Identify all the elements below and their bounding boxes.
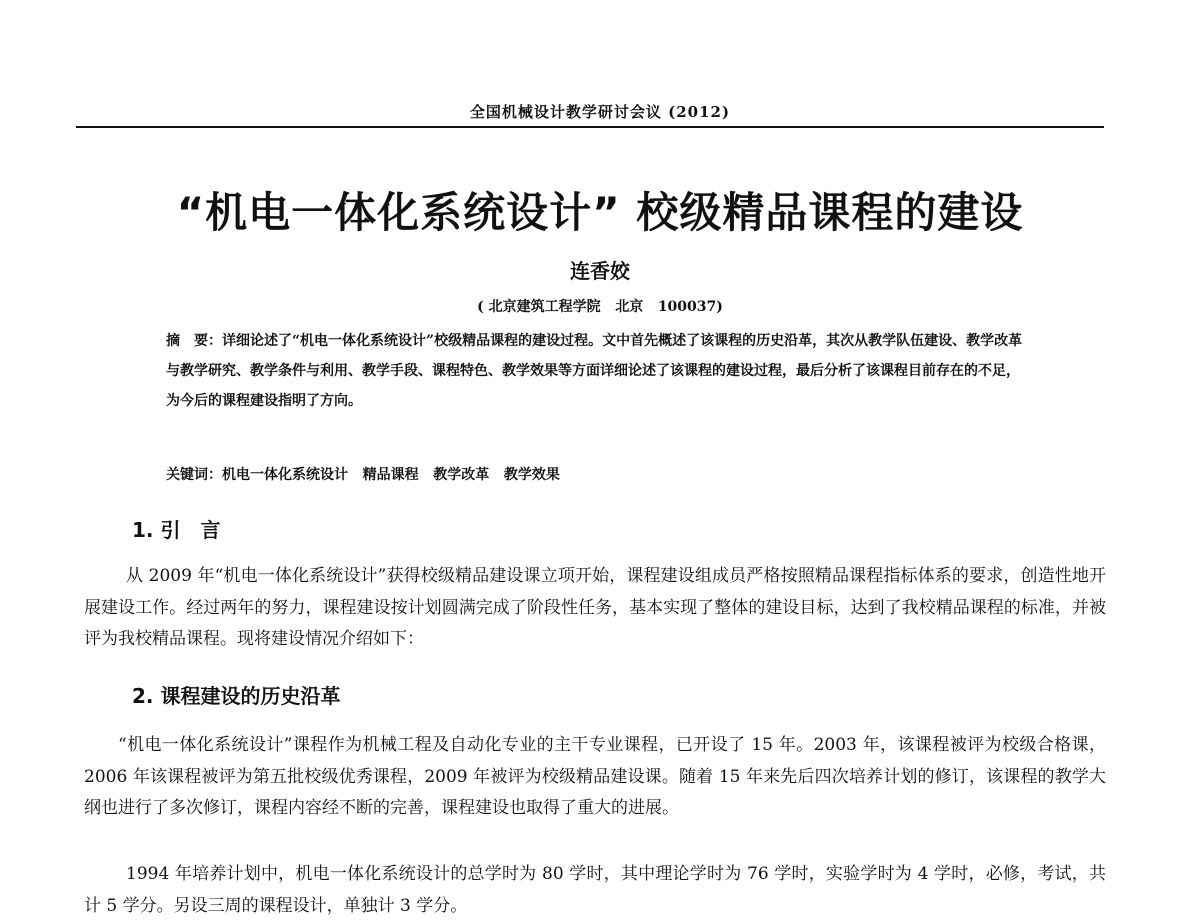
keywords	[166, 464, 1026, 484]
abstract-label: 摘 要：	[166, 333, 222, 349]
section-heading-history: 2. 课程建设的历史沿革	[132, 684, 341, 708]
paper-title: “机电一体化系统设计” 校级精品课程的建设	[176, 188, 1024, 237]
keywords-label: 关键词：	[166, 467, 222, 483]
author-affiliation: ( 北京建筑工程学院 北京 100037)	[477, 299, 723, 315]
body-paragraph: “机电一体化系统设计”课程作为机械工程及自动化专业的主干专业课程，已开设了 15 年。2003 年，该课程被评为校级合格课，2006 年该课程被评为第五批校级优秀课程，2009 年被评为校级精品建设课。随着 15 年来先后四次培养计划的修订，该课程的教学大纲也进行了多次修订，课程内容经不断的完善，课程建设也取得了重大的进展。	[84, 735, 1106, 818]
body-paragraph: 从 2009 年“机电一体化系统设计”获得校级精品建设课立项开始，课程建设组成员严格按照精品课程指标体系的要求，创造性地开展建设工作。经过两年的努力，课程建设按计划圆满完成了阶段性任务，基本实现了整体的建设目标，达到了我校精品课程的标准，并被评为我校精品课程。现将建设情况介绍如下：	[84, 566, 1106, 649]
keywords-text: 机电一体化系统设计 精品课程 教学改革 教学效果	[222, 467, 560, 483]
header-rule	[76, 126, 1104, 128]
author-name: 连香姣	[570, 259, 630, 283]
abstract	[166, 326, 1026, 416]
section-heading-introduction: 1. 引 言	[132, 518, 221, 542]
abstract-text: 详细论述了“机电一体化系统设计”校级精品课程的建设过程。文中首先概述了该课程的历史沿革，其次从教学队伍建设、教学改革与教学研究、教学条件与利用、教学手段、课程特色、教学效果等方面详细论述了该课程的建设过程，最后分析了该课程目前存在的不足，为今后的课程建设指明了方向。	[166, 333, 1023, 409]
body-paragraph: 1994 年培养计划中，机电一体化系统设计的总学时为 80 学时，其中理论学时为 76 学时，实验学时为 4 学时，必修，考试，共计 5 学分。另设三周的课程设计，单独计 3 学分。	[84, 864, 1106, 916]
running-head: 全国机械设计教学研讨会议 (2012)	[469, 103, 731, 121]
